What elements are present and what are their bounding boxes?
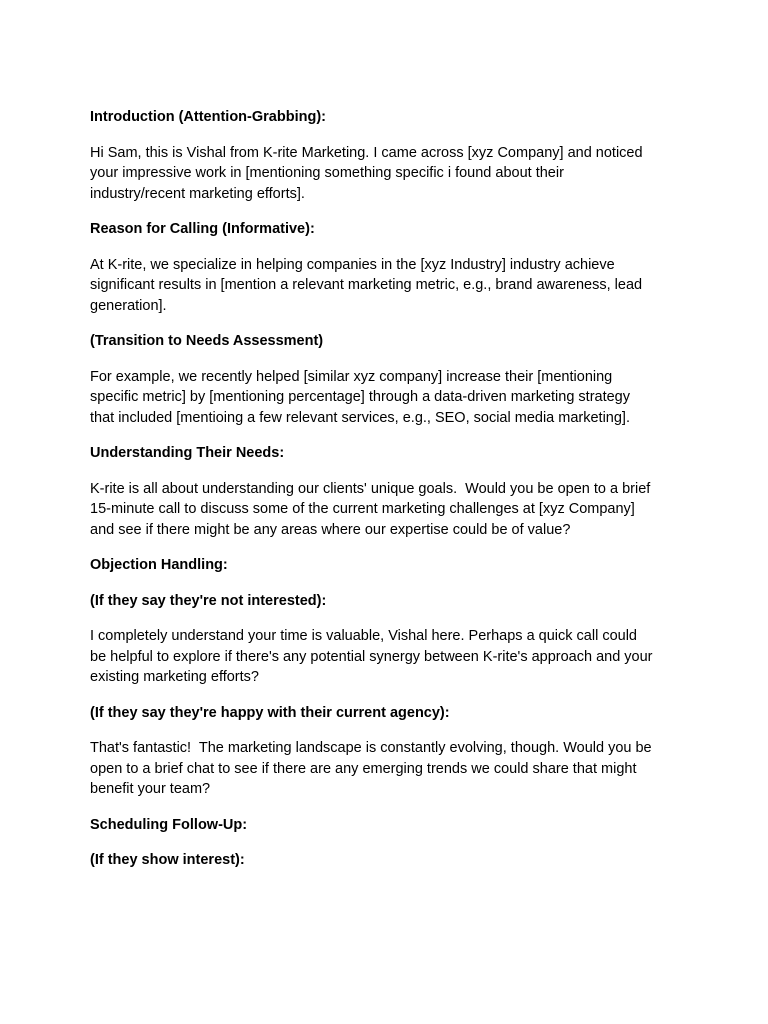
text-line: industry/recent marketing efforts]. <box>90 185 305 202</box>
text-line: open to a brief chat to see if there are any emerging trends we could share that might <box>90 760 637 777</box>
text-line: be helpful to explore if there's any potential synergy between K-rite's approach and your <box>90 648 653 665</box>
text-line: (Transition to Needs Assessment) <box>90 333 324 349</box>
heading-reason-for-calling <box>90 219 690 240</box>
text-line: Objection Handling: <box>90 557 228 573</box>
para-transition <box>90 367 690 429</box>
text-line: Introduction (Attention-Grabbing): <box>90 109 326 125</box>
text-line: Understanding Their Needs: <box>90 445 285 461</box>
para-current-agency <box>90 738 690 800</box>
text-line: For example, we recently helped [similar xyz company] increase their [mentioning <box>90 368 613 385</box>
text-line: Reason for Calling (Informative): <box>90 221 315 237</box>
heading-current-agency <box>90 703 690 724</box>
text-line: I completely understand your time is valuable, Vishal here. Perhaps a quick call could <box>90 628 637 644</box>
text-line: At K-rite, we specialize in helping companies in the [xyz Industry] industry achieve <box>90 256 615 273</box>
para-introduction <box>90 143 690 205</box>
para-understanding-needs <box>90 479 690 541</box>
heading-transition <box>90 331 690 352</box>
text-line: existing marketing efforts? <box>90 669 259 685</box>
heading-not-interested <box>90 591 690 612</box>
text-line: (If they show interest): <box>90 852 245 868</box>
text-line: K-rite is all about understanding our clients' unique goals. Would you be open to a brief <box>90 480 651 497</box>
text-line: Scheduling Follow-Up: <box>90 816 248 833</box>
heading-understanding-needs <box>90 443 690 464</box>
heading-show-interest <box>90 850 690 871</box>
text-line: significant results in [mention a relevant marketing metric, e.g., brand awareness, lead <box>90 277 643 293</box>
text-line: 15-minute call to discuss some of the current marketing challenges at [xyz Company] <box>90 501 635 517</box>
text-line: That's fantastic! The marketing landscape is constantly evolving, though. Would you be <box>90 740 652 756</box>
heading-introduction <box>90 107 690 128</box>
heading-objection-handling <box>90 555 690 576</box>
heading-scheduling-follow-up <box>90 815 690 836</box>
document-page <box>90 107 690 886</box>
text-line: benefit your team? <box>90 781 211 797</box>
text-line: your impressive work in [mentioning something specific i found about their <box>90 165 564 181</box>
text-line: and see if there might be any areas where our expertise could be of value? <box>90 521 571 538</box>
text-line: specific metric] by [mentioning percentage] through a data-driven marketing strategy <box>90 389 630 405</box>
text-line: generation]. <box>90 297 167 314</box>
text-line: (If they say they're not interested): <box>90 592 327 609</box>
text-line: Hi Sam, this is Vishal from K-rite Marketing. I came across [xyz Company] and noticed <box>90 144 643 161</box>
para-not-interested <box>90 626 690 688</box>
text-line: (If they say they're happy with their current agency): <box>90 704 450 721</box>
text-line: that included [mentioing a few relevant services, e.g., SEO, social media marketing]. <box>90 409 630 426</box>
para-reason-for-calling <box>90 255 690 317</box>
